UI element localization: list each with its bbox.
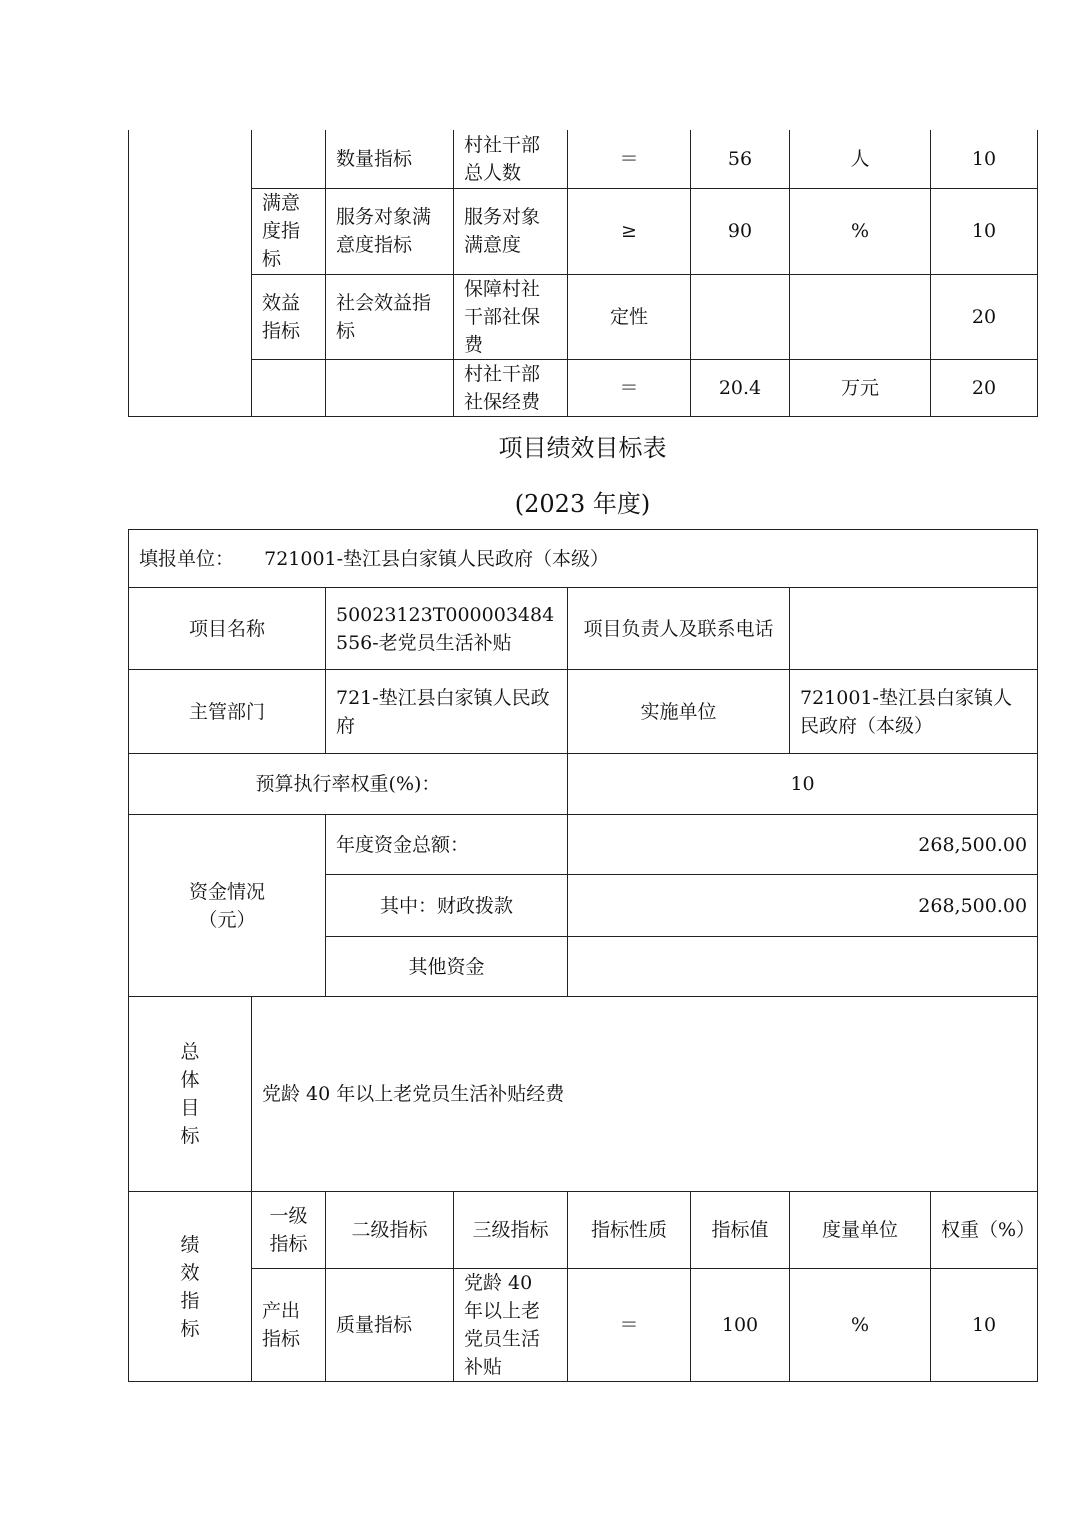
- weight-cell: 20: [931, 359, 1038, 416]
- value-cell: 90: [691, 188, 790, 274]
- level3-cell: 服务对象满意度: [454, 188, 568, 274]
- impl-value: 721001-垫江县白家镇人民政府（本级）: [790, 670, 1038, 754]
- fiscal-value: 268,500.00: [568, 875, 1038, 937]
- level3-cell: 村社干部社保经费: [454, 359, 568, 416]
- value-cell: [691, 274, 790, 359]
- header-value: 指标值: [691, 1192, 790, 1269]
- dept-label: 主管部门: [129, 670, 326, 754]
- level1-cell: [252, 130, 326, 188]
- other-funds-value: [568, 937, 1038, 997]
- weight-cell: 20: [931, 274, 1038, 359]
- table-row: [129, 1192, 1038, 1269]
- table-row: [129, 815, 1038, 875]
- dept-value: 721-垫江县白家镇人民政府: [326, 670, 568, 754]
- perf-indicator-label-text: 绩效指标: [180, 1233, 200, 1340]
- funds-label-text: 资金情况（元）: [188, 880, 265, 931]
- nature-cell: 定性: [568, 274, 691, 359]
- level2-cell: 质量指标: [326, 1269, 454, 1382]
- other-funds-label: 其他资金: [326, 937, 568, 997]
- header-level3: 三级指标: [454, 1192, 568, 1269]
- overall-goal-value: 党龄 40 年以上老党员生活补贴经费: [252, 997, 1038, 1192]
- nature-cell: ≥: [568, 188, 691, 274]
- weight-cell: 10: [931, 188, 1038, 274]
- table-row: [129, 1269, 1038, 1382]
- perf-label-cell: [129, 130, 252, 416]
- level1-cell: 满意度指标: [252, 188, 326, 274]
- weight-cell: 10: [931, 1269, 1038, 1382]
- unit-cell: %: [790, 188, 931, 274]
- annual-total-label: 年度资金总额：: [326, 815, 568, 875]
- page-subtitle: (2023 年度): [514, 490, 651, 518]
- level2-cell: 数量指标: [326, 130, 454, 188]
- nature-cell: ＝: [568, 359, 691, 416]
- level3-cell: 村社干部总人数: [454, 130, 568, 188]
- table-row: [129, 670, 1038, 754]
- budget-rate-label: 预算执行率权重(%)：: [129, 754, 568, 815]
- header-level2: 二级指标: [326, 1192, 454, 1269]
- perf-indicator-label: [129, 1192, 252, 1382]
- reporting-unit-label: 填报单位：: [139, 547, 235, 570]
- level2-cell: 社会效益指标: [326, 274, 454, 359]
- contact-label: 项目负责人及联系电话: [568, 588, 790, 670]
- level1-cell: 效益指标: [252, 274, 326, 359]
- nature-cell: ＝: [568, 130, 691, 188]
- table-row: [129, 188, 1038, 274]
- table-row: [129, 359, 1038, 416]
- overall-goal-label-text: 总体目标: [180, 1041, 200, 1147]
- funds-label: [129, 815, 326, 997]
- level1-cell: [252, 359, 326, 416]
- indicator-continuation-table: [128, 130, 1038, 417]
- impl-label: 实施单位: [568, 670, 790, 754]
- header-unit: 度量单位: [790, 1192, 931, 1269]
- project-name-value: 50023123T000003484556-老党员生活补贴: [326, 588, 568, 670]
- level2-cell: 服务对象满意度指标: [326, 188, 454, 274]
- level2-cell: [326, 359, 454, 416]
- reporting-unit-value: 721001-垫江县白家镇人民政府（本级）: [264, 547, 610, 570]
- value-cell: 56: [691, 130, 790, 188]
- weight-cell: 10: [931, 130, 1038, 188]
- project-name-label: 项目名称: [129, 588, 326, 670]
- level3-cell: 党龄 40 年以上老党员生活补贴: [454, 1269, 568, 1382]
- table-row: [129, 997, 1038, 1192]
- nature-cell: ＝: [568, 1269, 691, 1382]
- level3-cell: 保障村社干部社保费: [454, 274, 568, 359]
- value-cell: 100: [691, 1269, 790, 1382]
- level1-cell: 产出指标: [252, 1269, 326, 1382]
- header-weight: 权重（%）: [931, 1192, 1038, 1269]
- header-level1: 一级指标: [252, 1192, 326, 1269]
- contact-value: [790, 588, 1038, 670]
- header-nature: 指标性质: [568, 1192, 691, 1269]
- overall-goal-label: [129, 997, 252, 1192]
- table-row: [129, 530, 1038, 588]
- page-title: 项目绩效目标表: [498, 434, 667, 462]
- unit-cell: %: [790, 1269, 931, 1382]
- annual-total-value: 268,500.00: [568, 815, 1038, 875]
- table-row: [129, 588, 1038, 670]
- table-row: [129, 130, 1038, 188]
- unit-cell: 万元: [790, 359, 931, 416]
- table-row: [129, 754, 1038, 815]
- reporting-unit-cell: [129, 530, 1038, 588]
- performance-target-table: [128, 529, 1038, 1382]
- fiscal-label: 其中：财政拨款: [326, 875, 568, 937]
- unit-cell: [790, 274, 931, 359]
- budget-rate-value: 10: [568, 754, 1038, 815]
- value-cell: 20.4: [691, 359, 790, 416]
- unit-cell: 人: [790, 130, 931, 188]
- table-row: [129, 274, 1038, 359]
